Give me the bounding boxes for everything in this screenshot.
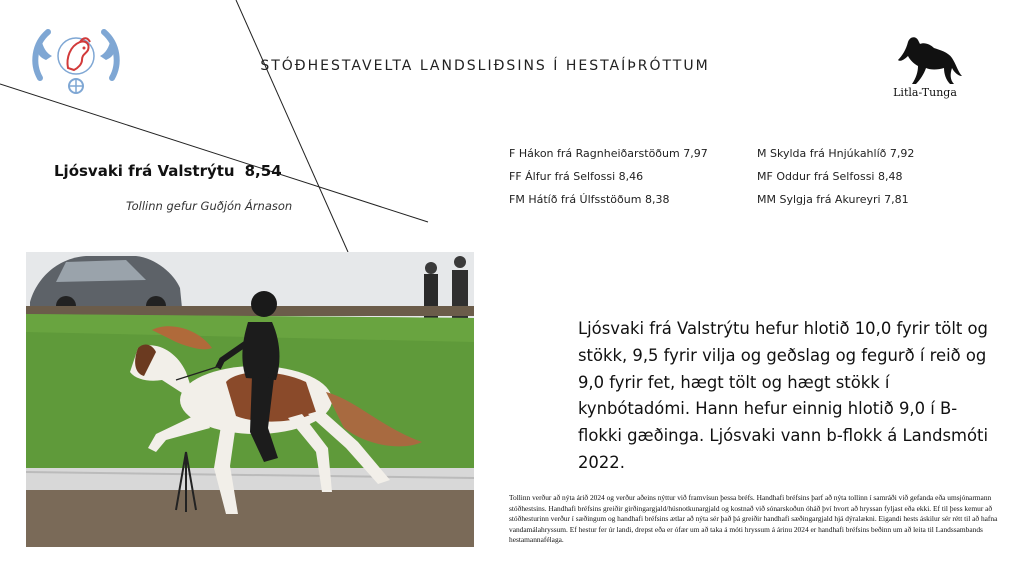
pedigree-sire-sire: FF Álfur frá Selfossi 8,46	[509, 170, 644, 183]
page-title: STÓÐHESTAVELTA LANDSLIÐSINS Í HESTAÍÞRÓTTUM	[260, 58, 710, 74]
brand-name: Litla-Tunga	[893, 86, 957, 99]
horse-name: Ljósvaki frá Valstrýtu	[54, 162, 235, 180]
terms-fine-print: Tollinn verður að nýta árið 2024 og verður aðeins nýttur við framvísun þessa bréfs. Handhafi bréfsins þarf að nýta tollinn í samráði við gefanda eða umsjónarmann stóðhestsins. Handhafi bréfsins greiðir girðingargjald/húsnotkunargjald og kostnað við sónarskoðun óháð því hvort að hryssan fyljast eða ekki. Ef til þess kemur að stóðhesturinn verður í sæðingum og handhafi bréfsins ætlar að nýta sér það þá greiðir handhafi sæðingargjald hjá dýralækni. Eigandi hests áskilur sér rétt til að hafna vandamálahryssum. Ef hestur fer úr landi, drepst eða er ófær um að taka á móti hryssum á árinu 2024 er handhafi bréfsins beðinn um að leita til Landssambands hestamannafélaga.	[509, 493, 998, 544]
litla-tunga-logo	[880, 34, 970, 106]
pedigree-dam-sire: MF Oddur frá Selfossi 8,48	[757, 170, 903, 183]
horse-score: 8,54	[244, 162, 282, 180]
toll-giver: Tollinn gefur Guðjón Árnason	[126, 199, 293, 213]
federation-horse-emblem-icon	[26, 20, 126, 98]
horse-photo	[26, 252, 474, 547]
black-horse-silhouette-icon	[880, 34, 970, 90]
federation-logo	[26, 20, 126, 98]
horse-name-line	[54, 162, 282, 180]
pedigree-dam-dam: MM Sylgja frá Akureyri 7,81	[757, 193, 909, 206]
pedigree-sire-dam: FM Hátíð frá Úlfsstöðum 8,38	[509, 193, 670, 206]
pedigree-sire: F Hákon frá Ragnheiðarstöðum 7,97	[509, 147, 708, 160]
horse-description: Ljósvaki frá Valstrýtu hefur hlotið 10,0 fyrir tölt og stökk, 9,5 fyrir vilja og geðslag og fegurð í reið og 9,0 fyrir fet, hægt tölt og hægt stökk í kynbótadómi. Hann hefur einnig hlotið 9,0 í B-flokki gæðinga. Ljósvaki vann b-flokk á Landsmóti 2022.	[578, 319, 989, 472]
pedigree-dam: M Skylda frá Hnjúkahlíð 7,92	[757, 147, 915, 160]
rider-on-skewbald-horse-image	[26, 252, 474, 547]
